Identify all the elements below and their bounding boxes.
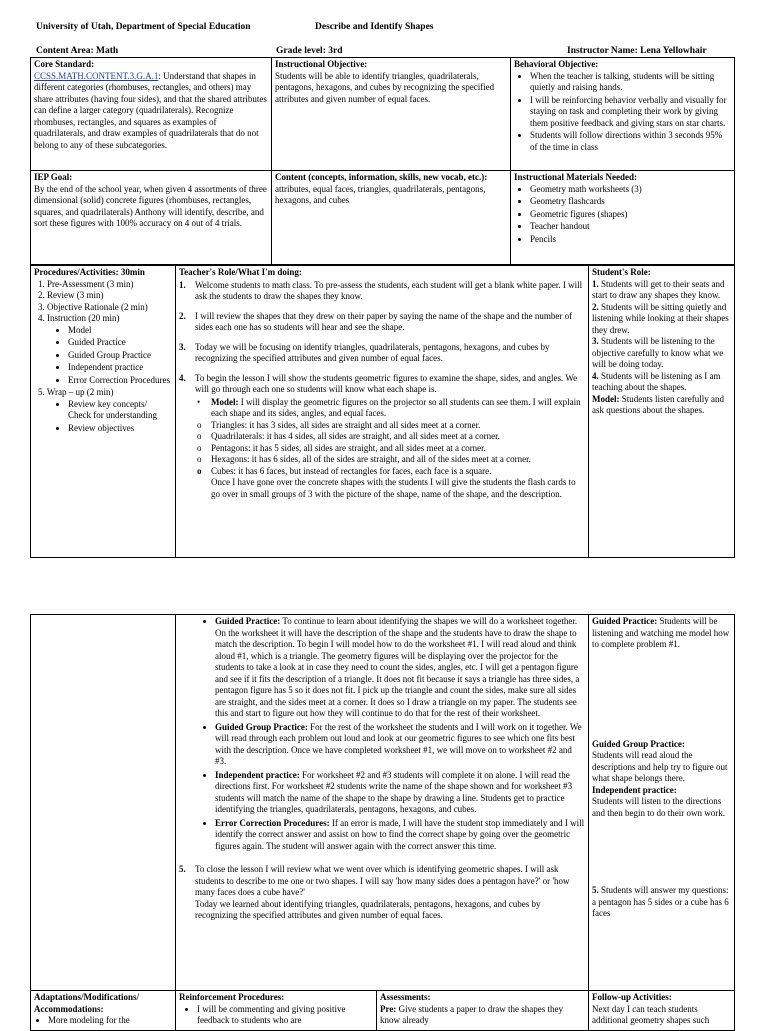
- list-item: • Geometry math worksheets (3): [530, 184, 731, 196]
- iep-goal-cell: [31, 171, 272, 265]
- reinforcement-cell: [176, 991, 377, 1031]
- core-standard-heading: Core Standard:: [34, 59, 95, 69]
- behavioral-objective-heading: Behavioral Objective:: [514, 59, 599, 69]
- assessments-cell: Assessments: Pre: Give students a paper to draw the shapes they know already: [377, 991, 589, 1031]
- procedure-item: 3. Objective Rationale (2 min): [38, 301, 148, 312]
- follow-up-text: Next day I can teach students additional geometry shapes such: [592, 1003, 710, 1026]
- core-standard-text: : Understand that shapes in different categories (rhombuses, rectangles, and others) may share attributes (having four sides), and that the shared attributes can define a larger category (quadrilaterals). Recognize rhombuses, rectangles, and squares as examples of quadrilaterals, and draw examples of quadrilaterals that do not belong to any of these subcategories.: [34, 70, 267, 150]
- materials-list: [514, 184, 731, 246]
- core-standard-cell: [31, 58, 272, 171]
- materials-cell: [511, 171, 735, 265]
- list-item: • Guided Group Practice: [68, 350, 172, 362]
- assessments-heading: Assessments:: [380, 992, 431, 1002]
- teacher-step-5: To close the lesson I will review what we went over which is identifying geometric shapes. I will ask students to describe to me one or two shapes. I will say 'how many sides does a pentagon have?' or 'how many faces does a cube have?': [195, 864, 570, 898]
- procedure-item: 1. Pre-Assessment (3 min): [38, 278, 134, 289]
- teacher-step-2: I will review the shapes that they drew on their paper by saying the name of the shape and the number of sides each one has so students will hear and see the shape.: [195, 310, 573, 333]
- error-correction-item: • Error Correction Procedures: If an error is made, I will have the student stop immediately and I will identify the correct answer and assist on how to find the correct shape by going over the geometric figures again. The student will answer again with the correct answer this time.: [215, 818, 585, 853]
- university-title: University of Utah, Department of Special Education: [36, 22, 251, 32]
- list-item: • Model: [68, 325, 172, 337]
- guided-practice-item: • Guided Practice: To continue to learn about identifying the shapes we will do a worksheet together. On the worksheet it will have the description of the shape and the students have to draw the shape to match the description. To begin I will model how to do the worksheet #1. I will read aloud and think aloud #1, which is a triangle. The geometry figures will be displaying over the projector for the students to take a look at in case they need to count the sides, angles, etc. I will get a pentagon figure and see if it fits the description of a triangle. It does not fit because it says a triangle has three sides, a pentagon figure has 5 so it does not fit. I pick up the triangle and count the sides, make sure all sides are straight, and the sides meet at a corner. It does so I draw a triangle on my paper. The students see this and start to figure out how they will continue to do that for the rest of their worksheet.: [215, 616, 585, 720]
- empty-procedures-cell: [31, 615, 176, 991]
- shape-item: Hexagons: it has 6 sides, all of the sides are straight, and all of the sides meet at a corner.: [211, 454, 531, 465]
- list-item: • Independent practice: [68, 362, 172, 374]
- list-item: • Review objectives: [68, 423, 172, 435]
- shape-item: Triangles: it has 3 sides, all sides are straight and all sides meet at a corner.: [211, 419, 481, 430]
- iep-goal-heading: IEP Goal:: [34, 172, 73, 182]
- content-heading: Content (concepts, information, skills, new vocab, etc.):: [275, 172, 488, 182]
- student-role-heading: Student's Role:: [592, 267, 651, 277]
- model-label: Model:: [211, 396, 239, 407]
- list-item: • Geometric figures (shapes): [530, 209, 731, 221]
- list-item: • Geometry flashcards: [530, 196, 731, 208]
- instructional-objective-heading: Instructional Objective:: [275, 59, 368, 69]
- bottom-table: [30, 990, 735, 1031]
- procedures-table: [30, 265, 735, 558]
- list-item: • Review key concepts/ Check for understanding: [68, 399, 172, 422]
- adaptations-heading: Adaptations/Modifications/ Accommodations:: [34, 992, 140, 1014]
- list-item: • Students will follow directions within 3 seconds 95% of the time in class: [530, 130, 731, 153]
- list-item: • Error Correction Procedures: [68, 375, 172, 387]
- procedures-heading: Procedures/Activities: 30min: [34, 267, 145, 277]
- lesson-title: Describe and Identify Shapes: [315, 22, 434, 32]
- behavioral-objective-cell: [511, 58, 735, 171]
- guided-group-item: • Guided Group Practice: For the rest of the worksheet the students and I will work on it together. We will read through each problem out loud and look at our geometric figures to see which one fits best with the description. Once we have completed worksheet #1, we will move on to worksheet #2 and #3.: [215, 722, 585, 768]
- model-close-text: Once I have gone over the concrete shapes with the students I will give the students the flash cards to go over in small groups of 3 with the picture of the shape, name of the shape, and the description.: [211, 477, 576, 499]
- materials-heading: Instructional Materials Needed:: [514, 172, 637, 182]
- shape-item: Pentagons: it has 5 sides, all sides are straight, and all sides meet at a corner.: [211, 442, 486, 453]
- student-step-5: 5. Students will answer my questions: a pentagon has 5 sides or a cube has 6 faces: [592, 885, 729, 919]
- list-item: • Guided Practice: [68, 337, 172, 349]
- procedure-item: 4. Instruction (20 min): [38, 313, 120, 324]
- instructor-name: Instructor Name: Lena Yellowhair: [567, 46, 707, 56]
- teacher-step-3: Today we will be focusing on identify triangles, quadrilaterals, pentagons, hexagons, and cubes by recognizing the specified attributes and given number of equal faces.: [195, 341, 550, 364]
- student-role-cell: [589, 266, 735, 558]
- student-guided-practice: Guided Practice: Students will be listening and watching me model how to complete problem #1.: [592, 616, 730, 650]
- teacher-role-continued-cell: • Guided Practice: To continue to learn about identifying the shapes we will do a worksheet together. On the worksheet it will have the description of the shape and the students have to draw the shape to match the description. To begin I will model how to do the worksheet #1. I will read aloud and think aloud #1, which is a triangle. The geometry figures will be displaying over the projector for the students to take a look at in case they need to count the sides, angles, etc. I will get a pentagon figure and see if it fits the description of a triangle. It does not fit because it says a triangle has three sides, a pentagon figure has 5 so it does not fit. I pick up the triangle and count the sides, make sure all sides are straight, and the sides meet at a corner. It does so I draw a triangle on my paper. The students see this and start to figure out how they will continue to do that for the rest of their worksheet. • Guided Group Practice: For the rest of the worksheet the students and I will work on it together. We will read through each problem out loud and look at our geometric figures to see which one fits best with the description. Once we have completed worksheet #1, we will move on to worksheet #2 and #3. • Independent practice: For worksheet #2 and #3 students will complete it on alone. I will read the directions first. For worksheet #2 students write the name of the shape shown and for worksheet #3 students will match the name of the shape to the shape by drawing a line. Students get to practice identifying the triangles, quadrilaterals, pentagons, hexagons, and cubes. • Error Correction Procedures: If an error is made, I will have the student stop immediately and I will identify the correct answer and assist on how to find the correct shape by going over the geometric figures again. The student will answer again with the correct answer this time. 5. To close the lesson I will review what we went over which is identifying geometric shapes. I will ask students to describe to me one or two shapes. I will say 'how many sides does a pentagon have?' or 'how many faces does a cube have?' Today we learned about identifying triangles, quadrilaterals, pentagons, hexagons, and cubes by recognizing the specified attributes and given number of equal faces.: [176, 615, 589, 991]
- list-item: • I will be commenting and giving positive feedback to students who are: [197, 1004, 373, 1027]
- independent-practice-item: • Independent practice: For worksheet #2 and #3 students will complete it on alone. I will read the directions first. For worksheet #2 students write the name of the shape shown and for worksheet #3 students will match the name of the shape to the shape by drawing a line. Students get to practice identifying the triangles, quadrilaterals, pentagons, hexagons, and cubes.: [215, 770, 585, 816]
- teacher-step-1: Welcome students to math class. To pre-assess the students, each student will get a blank white paper. I will ask the students to draw the shapes they know.: [195, 279, 583, 302]
- list-item: • Pencils: [530, 234, 731, 246]
- reinforcement-heading: Reinforcement Procedures:: [179, 992, 285, 1002]
- student-item: 2. Students will be sitting quietly and listening while looking at their shapes they drew.: [592, 301, 729, 335]
- procedure-item: 2. Review (3 min): [38, 290, 104, 301]
- content-area: Content Area: Math: [36, 46, 119, 56]
- teacher-role-cell: Teacher's Role/What I'm doing: 1. Welcome students to math class. To pre-assess the students, each student will get a blank white paper. I will ask the students to draw the shapes they know. 2. I will review the shapes that they drew on their paper by saying the name of the shape and the number of sides each one has so students will hear and see the shape. 3. Today we will be focusing on identify triangles, quadrilaterals, pentagons, hexagons, and cubes by recognizing the specified attributes and given number of equal faces. 4. To begin the lesson I will show the students geometric figures to examine the shape, sides, and angles. We will go through each one so students will know what each shape is. • Model: I will display the geometric figures on the projector so all students can see them. I will explain each shape and its sides, angles, and equal faces. o Triangles: it has 3 sides, all sides are straight and all sides meet at a corner. o Quadrilaterals: it has 4 sides, all sides are straight, and all sides meet at a corner. o Pentagons: it has 5 sides, all sides are straight, and all sides meet at a corner. o Hexagons: it has 6 sides, all of the sides are straight, and all of the sides meet at a corner. o Cubes: it has 6 faces, but instead of rectangles for faces, each face is a square. Once I have gone over the concrete shapes with the students I will give the students the flash cards to go over in small groups of 3 with the picture of the shape, name of the shape, and the description.: [176, 266, 589, 558]
- follow-up-cell: [589, 991, 735, 1031]
- teacher-role-heading: Teacher's Role/What I'm doing:: [179, 267, 302, 277]
- model-text: I will display the geometric figures on the projector so all students can see them. I will explain each shape and its sides, angles, and equal faces.: [211, 396, 581, 419]
- instructional-objective-cell: [272, 58, 511, 171]
- teacher-step-5b: Today we learned about identifying triangles, quadrilaterals, pentagons, hexagons, and cubes by recognizing the specified attributes and given number of equal faces.: [195, 898, 541, 921]
- student-item: 4. Students will be listening as I am teaching about the shapes.: [592, 370, 721, 393]
- shape-item: Quadrilaterals: it has 4 sides, all sides are straight, and all sides meet at a corner.: [211, 431, 500, 442]
- content-text: attributes, equal faces, triangles, quadrilaterals, pentagons, hexagons, and cubes: [275, 183, 486, 206]
- iep-goal-text: By the end of the school year, when given 4 assortments of three dimensional (solid) concrete figures (rhombuses, rectangles, squares, and quadrilaterals) Anthony will identify, describe, and sort these figures with 100% accuracy on 4 out of 4 trials.: [34, 183, 267, 229]
- list-item: • I will be reinforcing behavior verbally and visually for staying on task and completing their work by giving them positive feedback and giving stars on star charts.: [530, 95, 731, 130]
- student-item: 3. Students will be listening to the objective carefully to know what we will be doing today.: [592, 336, 724, 370]
- behavioral-objective-list: [514, 71, 731, 154]
- student-role-continued-cell: [589, 615, 735, 991]
- continuation-table: [30, 614, 735, 991]
- student-item: Model: Students listen carefully and ask questions about the shapes.: [592, 393, 724, 416]
- grade-level: Grade level: 3rd: [276, 46, 343, 56]
- list-item: • More modeling for the: [48, 1015, 172, 1027]
- content-cell: [272, 171, 511, 265]
- instructional-objective-text: Students will be able to identify triangles, quadrilaterals, pentagons, hexagons, and cubes by recognizing the specified attributes and given number of equal faces.: [275, 70, 495, 104]
- follow-up-heading: Follow-up Activities:: [592, 992, 672, 1002]
- teacher-step-4: To begin the lesson I will show the students geometric figures to examine the shape, sides, and angles. We will go through each one so students will know what each shape is.: [195, 372, 578, 395]
- student-guided-group: Guided Group Practice: Students will read aloud the descriptions and help try to figure out what shape belongs there.: [592, 738, 728, 784]
- list-item: • When the teacher is talking, students will be sitting quietly and raising hands.: [530, 71, 731, 94]
- shape-item: Cubes: it has 6 faces, but instead of rectangles for faces, each face is a square.: [211, 465, 492, 476]
- procedures-cell: [31, 266, 176, 558]
- student-item: 1. Students will get to their seats and start to draw any shapes they know.: [592, 278, 725, 301]
- core-standard-link[interactable]: CCSS.MATH.CONTENT.3.G.A.1: [34, 70, 159, 81]
- procedure-item: 5. Wrap – up (2 min): [38, 387, 114, 398]
- adaptations-cell: [31, 991, 176, 1031]
- list-item: • Teacher handout: [530, 221, 731, 233]
- student-independent: Independent practice: Students will listen to the directions and then begin to do their own work.: [592, 784, 725, 818]
- info-table: [30, 57, 735, 265]
